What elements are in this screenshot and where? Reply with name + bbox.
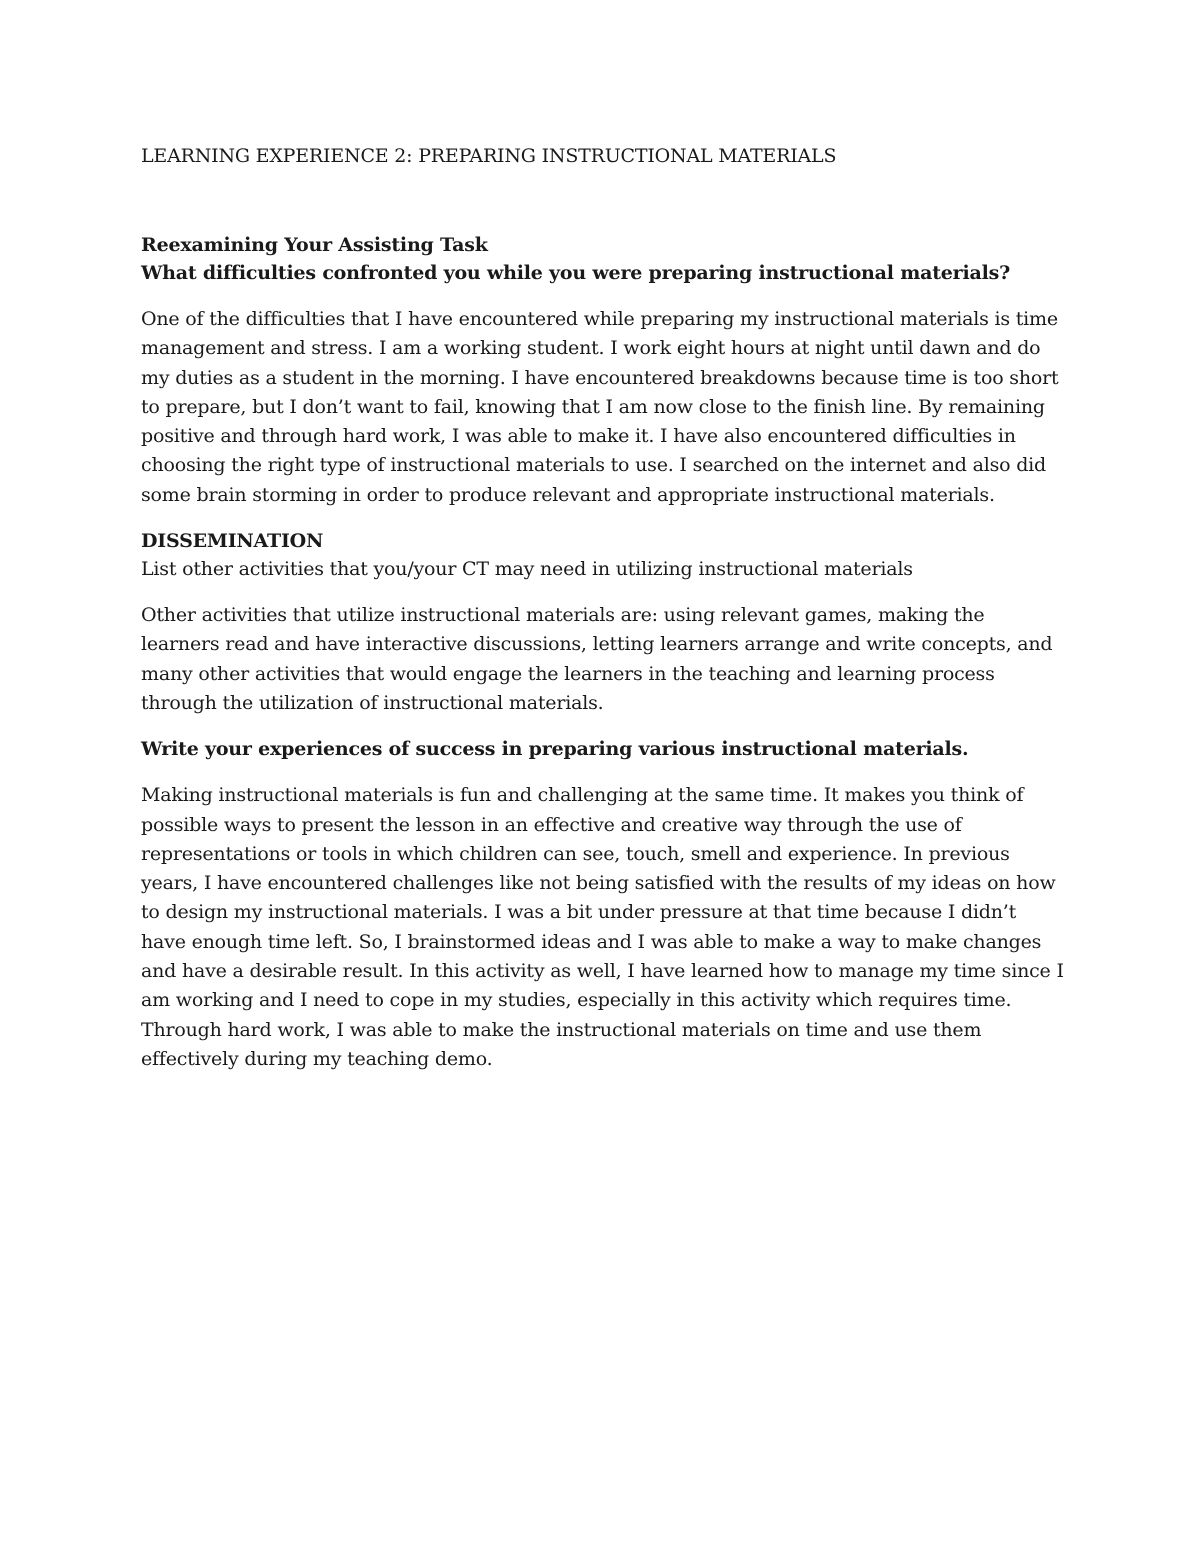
document-title: LEARNING EXPERIENCE 2: PREPARING INSTRUCTIONAL MATERIALS — [141, 145, 837, 167]
question-success: Write your experiences of success in preparing various instructional materials. — [141, 738, 969, 761]
prompt-activities: List other activities that you/your CT may need in utilizing instructional materials — [141, 558, 913, 581]
document-page — [141, 142, 1066, 1074]
section-heading-dissemination: DISSEMINATION — [141, 530, 324, 553]
answer-activities: Other activities that utilize instructional materials are: using relevant games, making the learners read and have interactive discussions, letting learners arrange and write concepts, and many other activities that would engage the learners in the teaching and learning process through the utilization of instructional materials. — [141, 604, 1053, 714]
question-difficulties: What difficulties confronted you while you were preparing instructional materials? — [141, 262, 1011, 284]
answer-success: Making instructional materials is fun and challenging at the same time. It makes you think of possible ways to present the lesson in an effective and creative way through the use of representations or tools in which children can see, touch, smell and experience. In previous years, I have encountered challenges like not being satisfied with the results of my ideas on how to design my instructional materials. I was a bit under pressure at that time because I didn’t have enough time left. So, I brainstormed ideas and I was able to make a way to make changes and have a desirable result. In this activity as well, I have learned how to manage my time since I am working and I need to cope in my studies, especially in this activity which requires time. Through hard work, I was able to make the instructional materials on time and use them effectively during my teaching demo. — [141, 784, 1064, 1070]
section-heading-reexamining: Reexamining Your Assisting Task — [141, 234, 488, 256]
answer-difficulties: One of the difficulties that I have encountered while preparing my instructional materials is time management and stress. I am a working student. I work eight hours at night until dawn and do my duties as a student in the morning. I have encountered breakdowns because time is too short to prepare, but I don’t want to fail, knowing that I am now close to the finish line. By remaining positive and through hard work, I was able to make it. I have also encountered difficulties in choosing the right type of instructional materials to use. I searched on the internet and also did some brain storming in order to produce relevant and appropriate instructional materials. — [141, 308, 1059, 506]
